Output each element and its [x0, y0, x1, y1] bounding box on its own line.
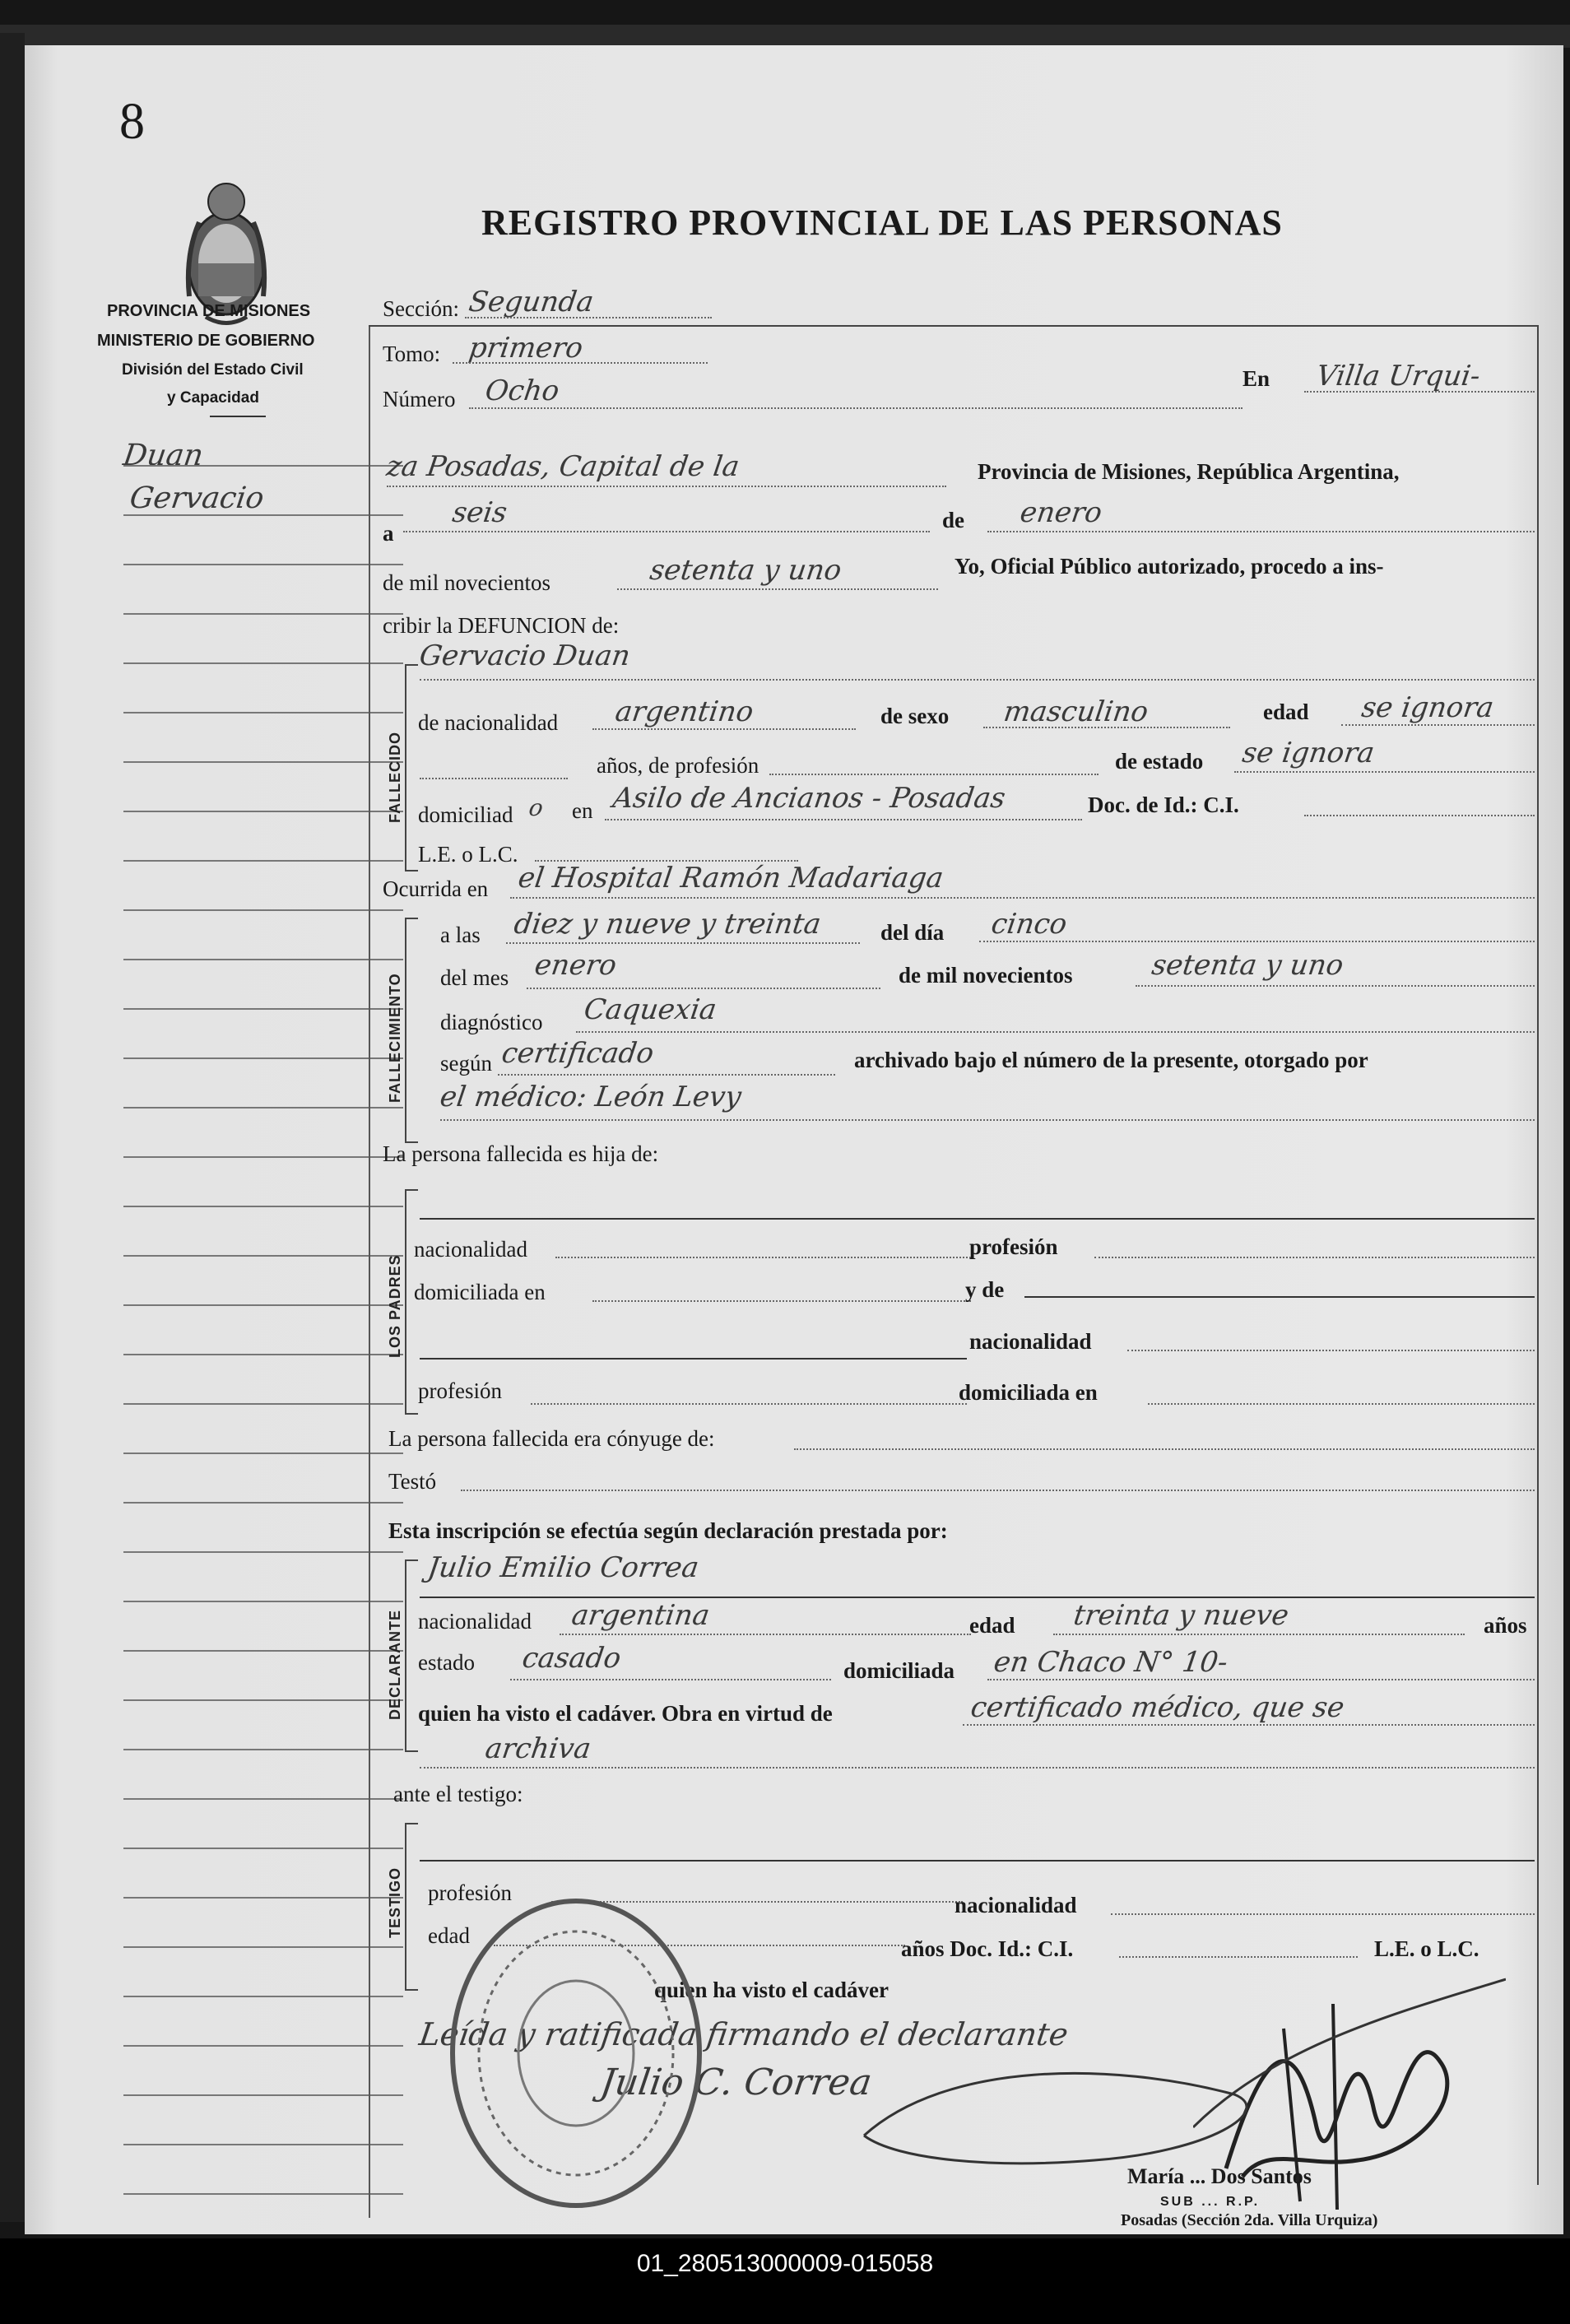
declarante-visto-text: quien ha visto el cadáver. Obra en virtud de	[418, 1701, 833, 1726]
closing-note: Leída y ratificada firmando el declarante	[416, 2016, 1071, 2052]
nacionalidad-label: de nacionalidad	[418, 710, 559, 735]
testigo-bracket	[405, 1823, 418, 1991]
scan-id: 01_280513000009-015058	[636, 2250, 934, 2277]
fallecimiento-bracket	[405, 918, 418, 1143]
domiciliado-label: domiciliad	[418, 802, 513, 827]
testigo-profesion-label: profesión	[428, 1880, 512, 1905]
declarante-signature: Julio C. Correa	[597, 2061, 875, 2103]
padre-domiciliada-label: domiciliada en	[414, 1280, 546, 1304]
place-continued: za Posadas, Capital de la	[384, 450, 741, 483]
a-label: a	[383, 521, 394, 546]
declarante-edad-label: edad	[969, 1613, 1015, 1638]
en-value: Villa Urqui-	[1314, 360, 1483, 393]
declarante-domiciliada-label: domiciliada	[843, 1658, 955, 1683]
sexo-label: de sexo	[880, 704, 950, 728]
segun-label: según	[440, 1051, 492, 1076]
header-province: PROVINCIA DE MISIONES	[107, 302, 311, 320]
testigo-le-label: L.E. o L.C.	[1374, 1936, 1479, 1961]
official-place: Posadas (Sección 2da. Villa Urquiza)	[1121, 2211, 1378, 2229]
declarante-visto-cont: archiva	[483, 1732, 593, 1765]
testigo-doc-label: años Doc. Id.: C.I.	[901, 1936, 1074, 1961]
segun-value: certificado	[499, 1037, 656, 1070]
declarante-name: Julio Emilio Correa	[425, 1551, 701, 1584]
a-value: seis	[450, 496, 509, 529]
del-mes-label: del mes	[440, 965, 509, 990]
provincia-text: Provincia de Misiones, República Argentina,	[978, 459, 1400, 484]
seccion-label: Sección:	[383, 296, 459, 321]
margin-note-surname: Duan	[121, 439, 206, 472]
diagnostico-value: Caquexia	[582, 993, 719, 1026]
header-underline	[210, 416, 266, 417]
domiciliado-value: Asilo de Ancianos - Posadas	[611, 782, 1008, 815]
mil2-value: setenta y uno	[1150, 949, 1346, 982]
column-divider	[369, 325, 370, 2218]
testigo-visto-label: quien ha visto el cadáver	[654, 1978, 890, 2002]
declarante-domiciliada-value: en Chaco N° 10-	[992, 1646, 1230, 1679]
domiciliado-en: en	[572, 798, 593, 823]
tomo-label: Tomo:	[383, 342, 441, 366]
testo-label: Testó	[388, 1469, 437, 1494]
doc-label: Doc. de Id.: C.I.	[1088, 792, 1239, 817]
a-las-value: diez y nueve y treinta	[512, 908, 824, 941]
testigo-section-label: TESTIGO	[387, 1866, 403, 1938]
seccion-value: Segunda	[467, 286, 596, 318]
page-title: REGISTRO PROVINCIAL DE LAS PERSONAS	[481, 202, 1283, 243]
cribir-text: cribir la DEFUNCION de:	[383, 613, 620, 638]
del-dia-value: cinco	[989, 908, 1070, 941]
official-title: SUB ... R.P.	[1160, 2195, 1261, 2209]
tomo-value: primero	[467, 332, 585, 365]
fallecido-bracket	[405, 664, 418, 872]
header-ministry: MINISTERIO DE GOBIERNO	[97, 332, 315, 350]
hija-de-label: La persona fallecida es hija de:	[383, 1141, 659, 1166]
diagnostico-label: diagnóstico	[440, 1010, 543, 1034]
margin-note-name: Gervacio	[128, 481, 267, 515]
medico-value: el médico: León Levy	[438, 1081, 744, 1113]
ocurrida-label: Ocurrida en	[383, 876, 489, 901]
declarante-label: DECLARANTE	[387, 1610, 403, 1720]
padres-label: LOS PADRES	[387, 1254, 403, 1358]
declarante-visto-value: certificado médico, que se	[968, 1691, 1347, 1724]
official-seal-stamp	[436, 1889, 716, 2218]
official-name: María ... Dos Santos	[1127, 2164, 1312, 2188]
header-division: División del Estado Civil	[122, 361, 304, 379]
book-top-edge	[0, 25, 1570, 48]
declarante-nacionalidad-value: argentina	[569, 1599, 712, 1632]
form-border-top	[369, 325, 1537, 327]
page-number: 8	[119, 94, 145, 150]
fallecimiento-label: FALLECIMIENTO	[387, 973, 403, 1103]
declarante-nacionalidad-label: nacionalidad	[418, 1609, 532, 1634]
declarante-estado-label: estado	[418, 1650, 475, 1675]
archivado-text: archivado bajo el número de la presente, otorgado por	[854, 1048, 1368, 1072]
estado-label: de estado	[1115, 749, 1204, 774]
anos-label: años, de profesión	[597, 753, 759, 778]
madre-nacionalidad-label: nacionalidad	[969, 1329, 1092, 1354]
edad-value: se ignora	[1359, 691, 1496, 724]
oficial-text: Yo, Oficial Público autorizado, procedo a ins-	[955, 554, 1384, 579]
form-border-right	[1537, 325, 1539, 2185]
nacionalidad-value: argentino	[613, 695, 756, 728]
edad-label: edad	[1263, 700, 1309, 724]
padre-y-de-label: y de	[965, 1277, 1005, 1302]
declarante-anos-label: años	[1484, 1613, 1527, 1638]
del-dia-label: del día	[880, 920, 945, 945]
estado-value: se ignora	[1240, 737, 1377, 769]
sexo-value: masculino	[1001, 695, 1150, 728]
testigo-label: ante el testigo:	[393, 1782, 523, 1806]
de-label: de	[942, 508, 964, 532]
declarante-bracket	[405, 1559, 418, 1752]
declarante-edad-value: treinta y nueve	[1071, 1599, 1291, 1632]
a-las-label: a las	[440, 923, 481, 947]
signature-flourish	[848, 2045, 1275, 2177]
inscripcion-text: Esta inscripción se efectúa según declaración prestada por:	[388, 1518, 948, 1543]
domiciliado-suffix: o	[527, 794, 546, 821]
del-mes-value: enero	[532, 949, 619, 982]
mil-value: setenta y uno	[648, 554, 844, 587]
numero-value: Ocho	[483, 374, 562, 407]
numero-label: Número	[383, 387, 456, 411]
madre-profesion-label: profesión	[418, 1378, 502, 1403]
fallecido-label: FALLECIDO	[387, 732, 403, 823]
conyuge-label: La persona fallecida era cónyuge de:	[388, 1426, 715, 1451]
le-label: L.E. o L.C.	[418, 842, 518, 867]
mil-label: de mil novecientos	[383, 570, 550, 595]
header-capacity: y Capacidad	[167, 389, 259, 407]
en-label: En	[1243, 366, 1270, 391]
book-binding	[0, 33, 25, 2222]
ocurrida-value: el Hospital Ramón Madariaga	[516, 862, 946, 895]
scan-footer	[0, 2238, 1570, 2324]
padre-profesion-label: profesión	[969, 1234, 1058, 1259]
fallecido-name: Gervacio Duan	[417, 639, 633, 672]
de-value: enero	[1018, 496, 1104, 529]
testigo-nacionalidad-label: nacionalidad	[955, 1893, 1077, 1917]
register-page	[25, 45, 1563, 2234]
padre-nacionalidad-label: nacionalidad	[414, 1237, 527, 1262]
madre-domiciliada-label: domiciliada en	[959, 1380, 1098, 1405]
declarante-estado-value: casado	[520, 1642, 624, 1675]
mil2-label: de mil novecientos	[899, 963, 1073, 988]
testigo-edad-label: edad	[428, 1923, 470, 1948]
